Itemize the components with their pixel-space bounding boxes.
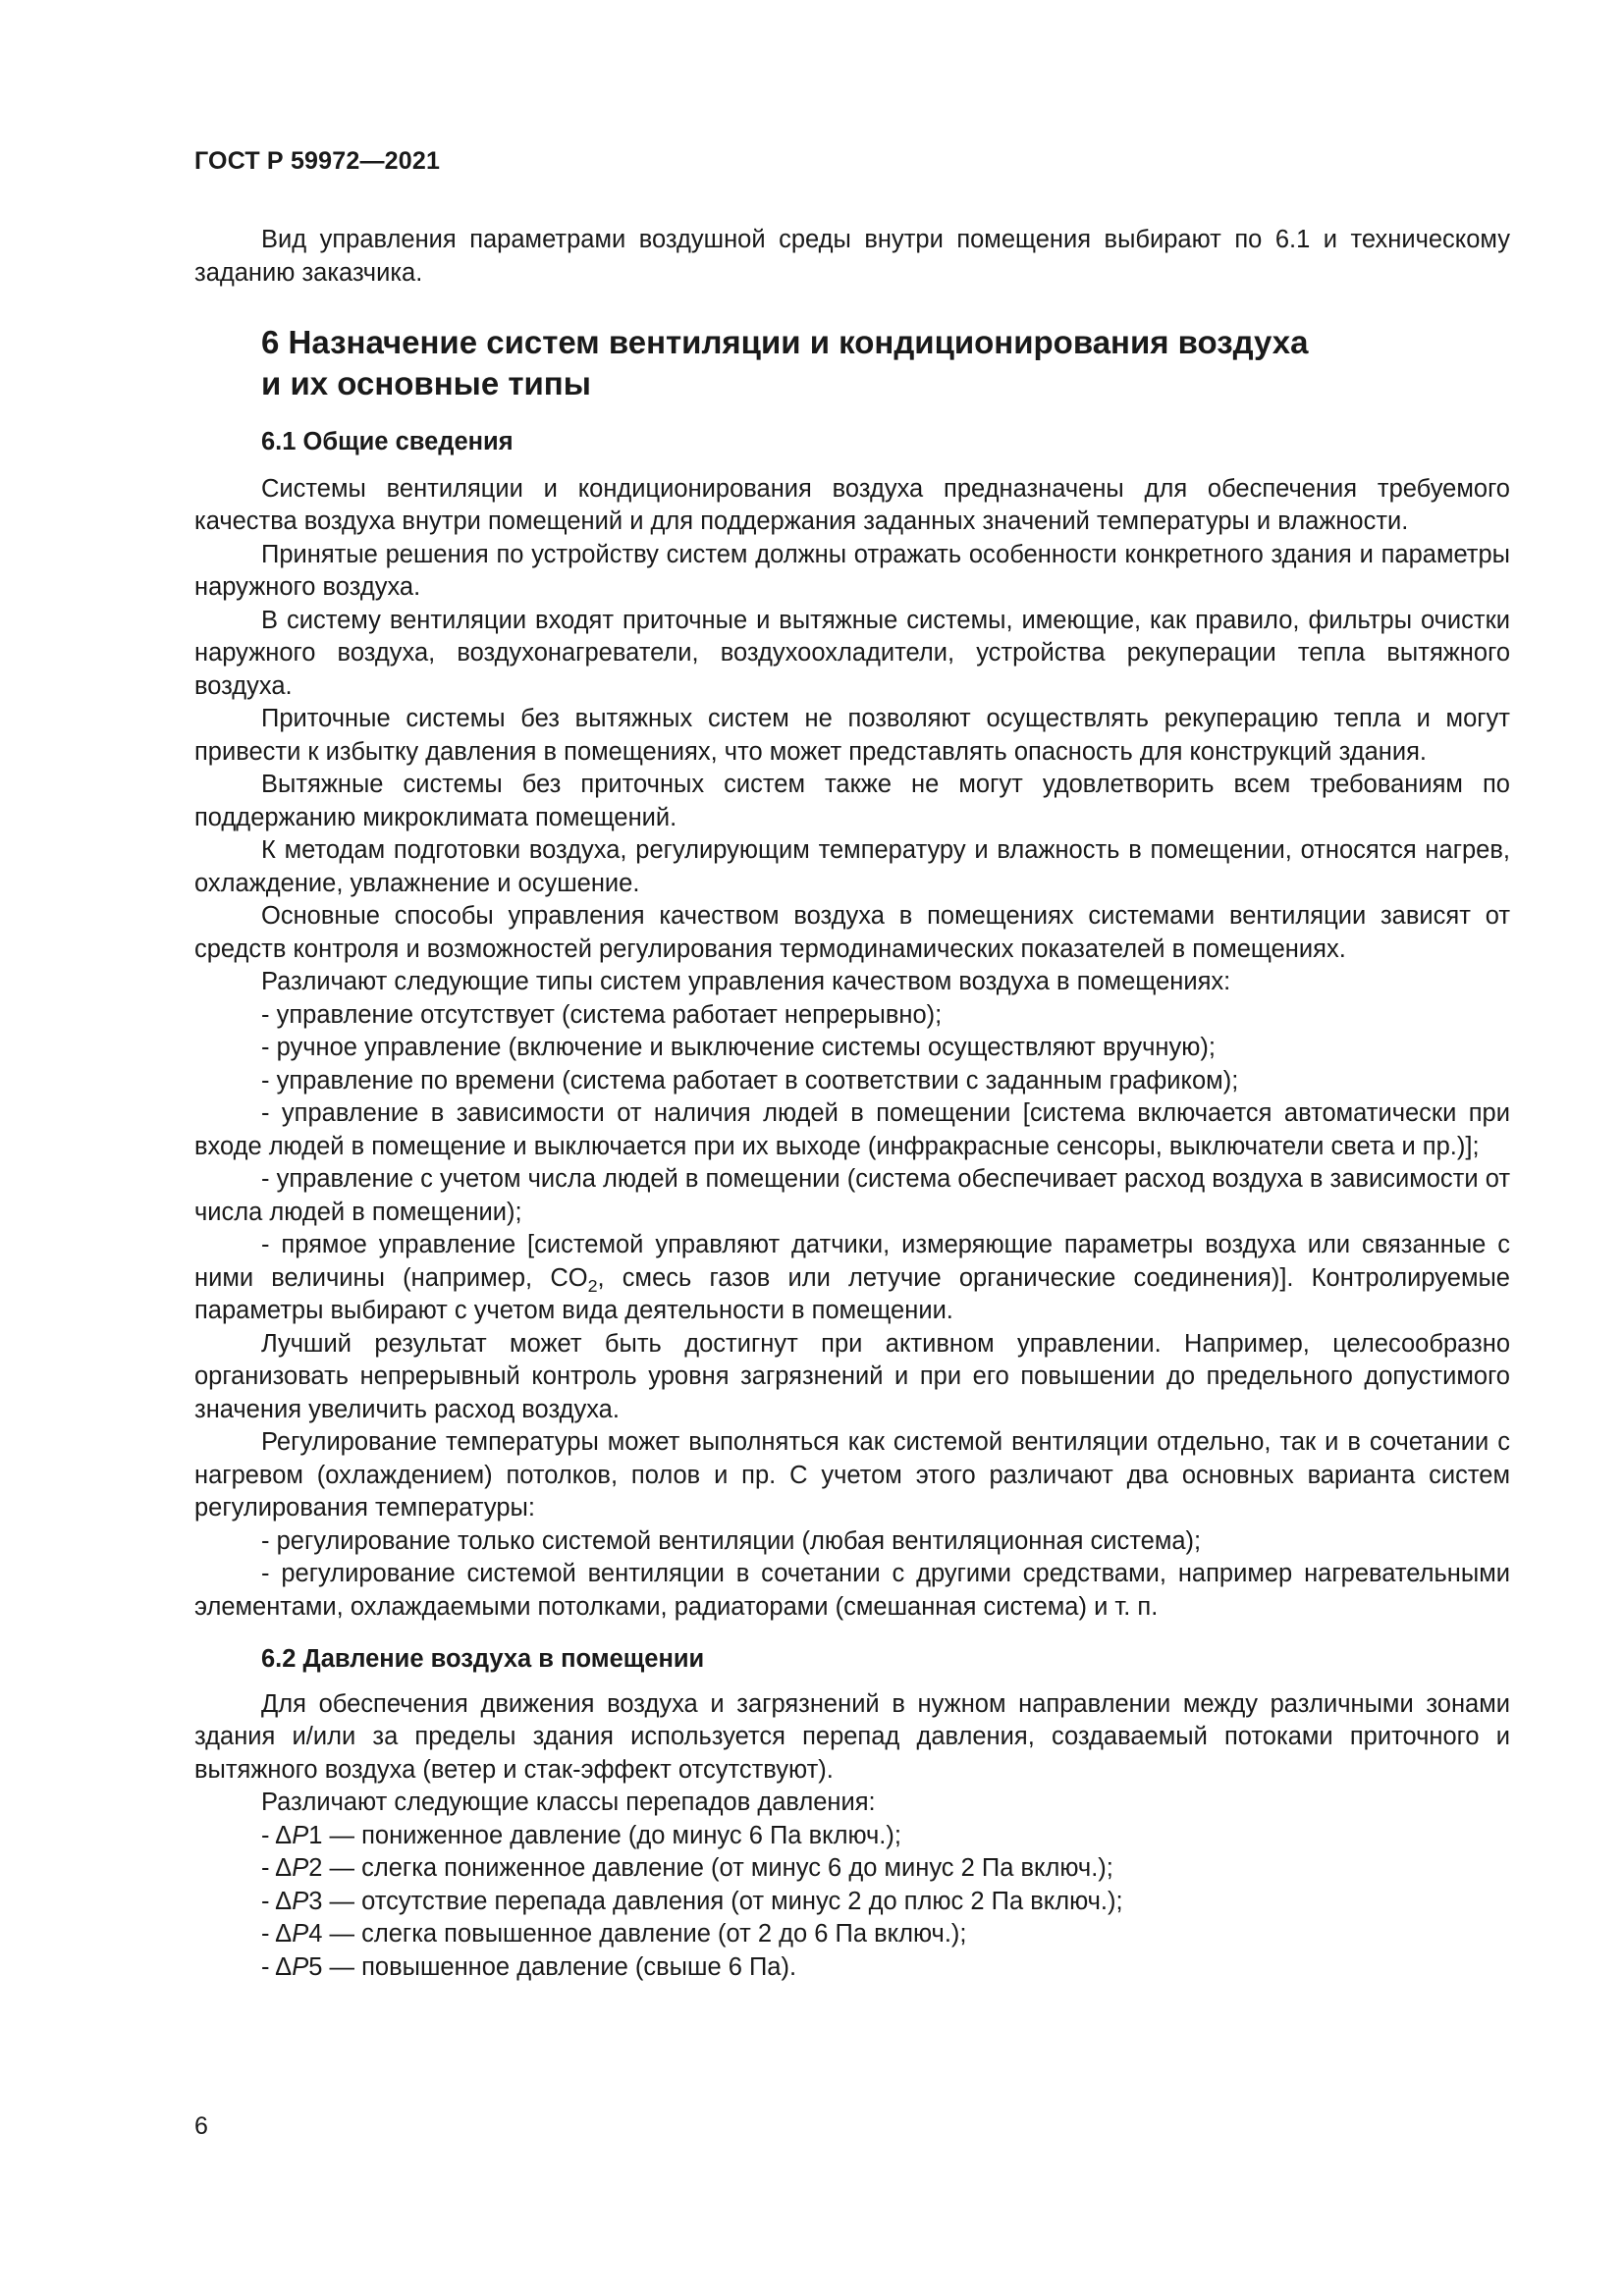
list-item: - регулирование системой вентиляции в сочетании с другими средствами, например нагревательными элементами, охлаждаемыми потолками, радиаторами (смешанная система) и т. п.: [194, 1560, 1510, 1621]
pressure-class-item: [194, 1852, 1510, 1886]
paragraph: Лучший результат может быть достигнут при активном управлении. Например, целесообразно организовать непрерывный контроль уровня загрязнений и при его повышении до предельного допустимого значения увеличить расход воздуха.: [194, 1329, 1510, 1423]
paragraph: Различают следующие классы перепадов давления:: [261, 1789, 876, 1816]
pressure-class-label: - ΔP: [261, 1920, 309, 1948]
pressure-class-text: — слегка повышенное давление (от 2 до 6 Па включ.);: [322, 1920, 967, 1948]
pressure-symbol: P: [292, 1887, 309, 1915]
pressure-class-text: — повышенное давление (свыше 6 Па).: [322, 1952, 797, 1981]
section-6-title-line-1: 6 Назначение систем вентиляции и кондиционирования воздуха: [261, 324, 1309, 360]
intro-paragraph: Вид управления параметрами воздушной среды внутри помещения выбирают по 6.1 и техническому заданию заказчика.: [194, 226, 1510, 287]
paragraph: Принятые решения по устройству систем должны отражать особенности конкретного здания и параметры наружного воздуха.: [194, 540, 1510, 601]
pressure-symbol: P: [292, 1920, 309, 1948]
list-item: - управление по времени (система работает в соответствии с заданным графиком);: [261, 1066, 1239, 1095]
subscript: 2: [587, 1275, 598, 1296]
list-item: - ручное управление (включение и выключение системы осуществляют вручную);: [261, 1034, 1216, 1061]
paragraph: Приточные системы без вытяжных систем не позволяют осуществлять рекуперацию тепла и могут привести к избытку давления в помещениях, что может представлять опасность для конструкций здания.: [194, 705, 1510, 766]
page-number: 6: [194, 2112, 208, 2140]
paragraph: К методам подготовки воздуха, регулирующим температуру и влажность в помещении, относятся нагрев, охлаждение, увлажнение и осушение.: [194, 836, 1510, 897]
pressure-class-label: - ΔP: [261, 1952, 309, 1981]
document-id-header: ГОСТ Р 59972—2021: [194, 147, 441, 175]
list-item-direct-control: [194, 1229, 1510, 1328]
pressure-class-item: [194, 1886, 1510, 1919]
pressure-symbol: P: [292, 1821, 309, 1849]
section-6-title: [261, 322, 1510, 404]
pressure-symbol: P: [292, 1952, 309, 1981]
paragraph: Различают следующие типы систем управления качеством воздуха в помещениях:: [261, 968, 1231, 995]
list-item: - управление в зависимости от наличия людей в помещении [система включается автоматически при входе людей в помещение и выключается при их выходе (инфракрасные сенсоры, выключатели света и пр.)];: [194, 1099, 1510, 1160]
pressure-class-text: — отсутствие перепада давления (от минус 2 до плюс 2 Па включ.);: [322, 1887, 1123, 1915]
pressure-class-item: [194, 1918, 1510, 1951]
paragraph: Вытяжные системы без приточных систем также не могут удовлетворить всем требованиям по поддержанию микроклимата помещений.: [194, 771, 1510, 831]
paragraph: Системы вентиляции и кондиционирования воздуха предназначены для обеспечения требуемого качества воздуха внутри помещений и для поддержания заданных значений температуры и влажности.: [194, 474, 1510, 535]
paragraph: Для обеспечения движения воздуха и загрязнений в нужном направлении между различными зонами здания и/или за пределы здания используется перепад давления, создаваемый потоками приточного и вытяжного воздуха (ветер и стак-эффект отсутствуют).: [194, 1689, 1510, 1784]
paragraph: Регулирование температуры может выполняться как системой вентиляции отдельно, так и в сочетании с нагревом (охлаждением) потолков, полов и пр. С учетом этого различают два основных варианта систем регулирования температуры:: [194, 1428, 1510, 1522]
pressure-class-label: - ΔP: [261, 1854, 309, 1882]
pressure-class-label: - ΔP: [261, 1821, 309, 1849]
pressure-class-number: 2: [308, 1854, 323, 1882]
section-6-1-title: 6.1 Общие сведения: [261, 428, 514, 455]
pressure-class-text: — пониженное давление (до минус 6 Па включ.);: [322, 1821, 901, 1849]
list-item-text: - прямое управление [системой управляют датчики, измеряющие параметры воздуха или связанные с ними величины (например, CO: [194, 1231, 1510, 1292]
page-content: [194, 224, 1510, 1984]
pressure-class-item: [194, 1820, 1510, 1853]
pressure-class-number: 4: [308, 1920, 323, 1948]
list-item: - управление отсутствует (система работает непрерывно);: [261, 1000, 943, 1029]
list-item: - управление с учетом числа людей в помещении (система обеспечивает расход воздуха в зависимости от числа людей в помещении);: [194, 1165, 1510, 1226]
section-6-2-title: 6.2 Давление воздуха в помещении: [261, 1645, 705, 1673]
paragraph: В систему вентиляции входят приточные и вытяжные системы, имеющие, как правило, фильтры очистки наружного воздуха, воздухонагреватели, воздухоохладители, устройства рекуперации тепла вытяжного воздуха.: [194, 606, 1510, 700]
pressure-class-number: 1: [308, 1821, 323, 1849]
pressure-class-text: — слегка пониженное давление (от минус 6 до минус 2 Па включ.);: [322, 1854, 1113, 1882]
pressure-class-item: [194, 1951, 1510, 1985]
pressure-class-number: 3: [308, 1887, 323, 1915]
pressure-class-label: - ΔP: [261, 1887, 309, 1915]
paragraph: Основные способы управления качеством воздуха в помещениях системами вентиляции зависят от средств контроля и возможностей регулирования термодинамических показателей в помещениях.: [194, 902, 1510, 963]
section-6-title-line-2: и их основные типы: [261, 365, 591, 401]
list-item: - регулирование только системой вентиляции (любая вентиляционная система);: [261, 1526, 1202, 1555]
pressure-class-number: 5: [308, 1952, 323, 1981]
pressure-symbol: P: [292, 1854, 309, 1882]
list-item-text: , смесь газов или летучие органические соединения)]. Контролируемые параметры выбирают с учетом вида деятельности в помещении.: [194, 1263, 1510, 1324]
